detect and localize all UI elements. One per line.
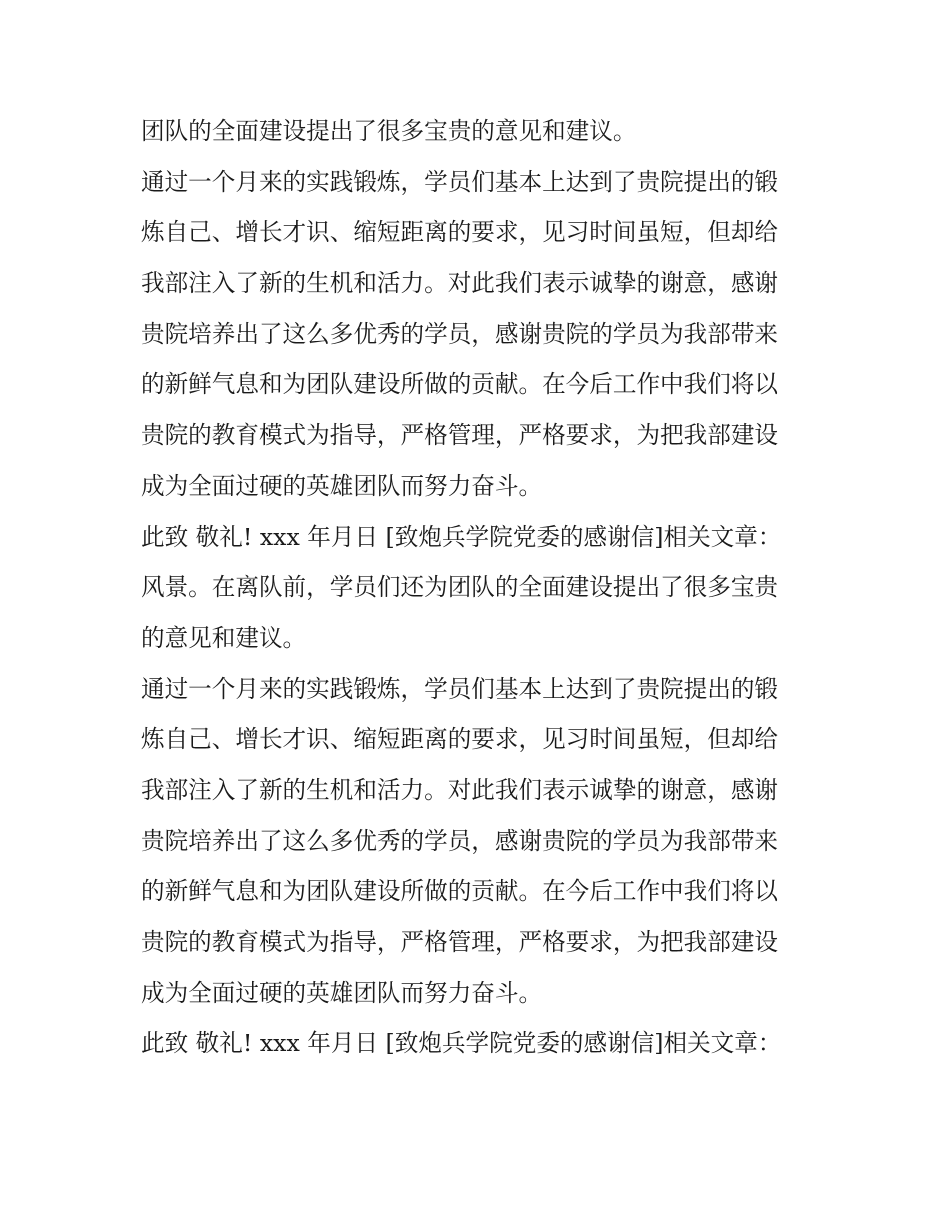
text-line: 通过一个月来的实践锻炼，学员们基本上达到了贵院提出的锻 — [141, 167, 779, 196]
text-line: 炼自己、增长才识、缩短距离的要求，见习时间虽短，但却给 — [141, 218, 779, 247]
text-line: 成为全面过硬的英雄团队而努力奋斗。 — [141, 978, 543, 1007]
text-line: 我部注入了新的生机和活力。对此我们表示诚挚的谢意，感谢 — [141, 269, 779, 298]
text-line: 风景。在离队前，学员们还为团队的全面建设提出了很多宝贵 — [141, 573, 779, 602]
closing-line: 此致 敬礼! xxx 年月日 [致炮兵学院党委的感谢信]相关文章： — [141, 522, 782, 551]
text-line: 贵院的教育模式为指导，严格管理，严格要求，为把我部建设 — [141, 421, 779, 450]
closing-line: 此致 敬礼! xxx 年月日 [致炮兵学院党委的感谢信]相关文章： — [141, 1029, 782, 1058]
text-line: 的意见和建议。 — [141, 623, 307, 652]
text-line: 炼自己、增长才识、缩短距离的要求，见习时间虽短，但却给 — [141, 725, 779, 754]
text-line: 的新鲜气息和为团队建设所做的贡献。在今后工作中我们将以 — [141, 877, 779, 906]
text-line: 通过一个月来的实践锻炼，学员们基本上达到了贵院提出的锻 — [141, 674, 779, 703]
text-line: 成为全面过硬的英雄团队而努力奋斗。 — [141, 471, 543, 500]
text-line: 的新鲜气息和为团队建设所做的贡献。在今后工作中我们将以 — [141, 370, 779, 399]
text-line: 团队的全面建设提出了很多宝贵的意见和建议。 — [141, 117, 637, 145]
text-line: 我部注入了新的生机和活力。对此我们表示诚挚的谢意，感谢 — [141, 775, 779, 804]
text-line: 贵院培养出了这么多优秀的学员，感谢贵院的学员为我部带来 — [141, 826, 779, 855]
text-line: 贵院培养出了这么多优秀的学员，感谢贵院的学员为我部带来 — [141, 319, 779, 348]
document-body — [141, 106, 821, 1069]
text-line: 贵院的教育模式为指导，严格管理，严格要求，为把我部建设 — [141, 928, 779, 956]
